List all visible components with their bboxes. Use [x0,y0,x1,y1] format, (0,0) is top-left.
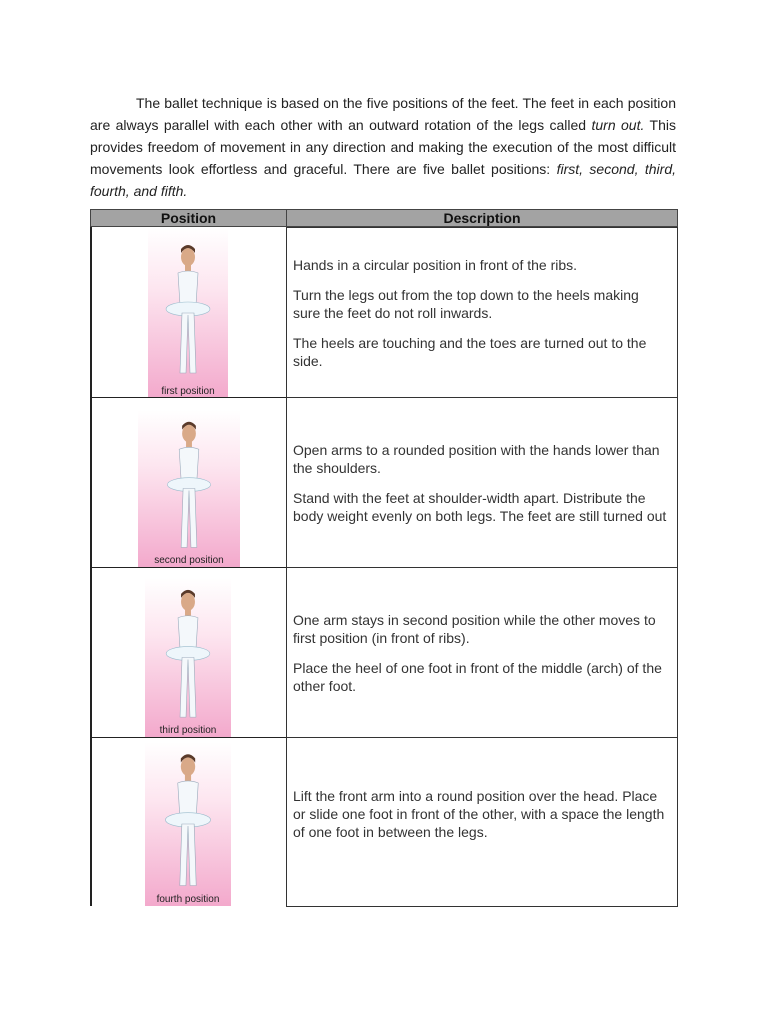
header-position: Position [90,209,287,227]
row-divider [90,567,287,568]
description-text: Place the heel of one foot in front of the middle (arch) of the other foot. [293,659,662,694]
first-position-image [148,228,228,398]
third-position-image [145,578,231,737]
description-text: Hands in a circular position in front of the ribs. [293,256,578,273]
description-text: One arm stays in second position while the other moves to first position (in front of ribs). [293,611,656,646]
image-caption: third position [159,725,217,736]
description-text: The heels are touching and the toes are turned out to the side. [293,334,647,369]
intro-paragraph [90,92,676,202]
turn-out-term: turn out. [591,117,645,133]
description-text: Open arms to a rounded position with the hands lower than the shoulders. [293,441,660,476]
header-description: Description [286,209,678,227]
image-caption: first position [161,386,215,397]
description-text: Turn the legs out from the top down to the heels making sure the feet do not roll inwards. [293,286,639,321]
table-row-description [286,737,678,907]
description-text: Lift the front arm into a round position over the head. Place or slide one foot in front of the other, with a space the length of one foot in between the legs. [293,788,665,840]
table-row-description [286,227,678,398]
intro-text-2: This provides freedom of movement in any direction and making the execution of the most difficult movements look effortless and graceful. There are five ballet positions: [90,117,676,177]
intro-text: The ballet technique is based on the five positions of the feet. The feet in each position are always parallel with each other with an outward rotation of the legs called [90,95,676,133]
image-caption: fourth position [156,894,220,905]
table-row-description [286,397,678,568]
row-divider [90,397,287,398]
second-position-image [138,410,240,567]
table-row-description [286,567,678,738]
image-caption: second position [154,555,224,566]
row-divider [90,737,287,738]
positions-list: first, second, third, fourth, and fifth. [90,161,676,199]
description-text: Stand with the feet at shoulder-width apart. Distribute the body weight evenly on both legs. The feet are still turned out [293,489,667,524]
fourth-position-image [145,742,231,906]
